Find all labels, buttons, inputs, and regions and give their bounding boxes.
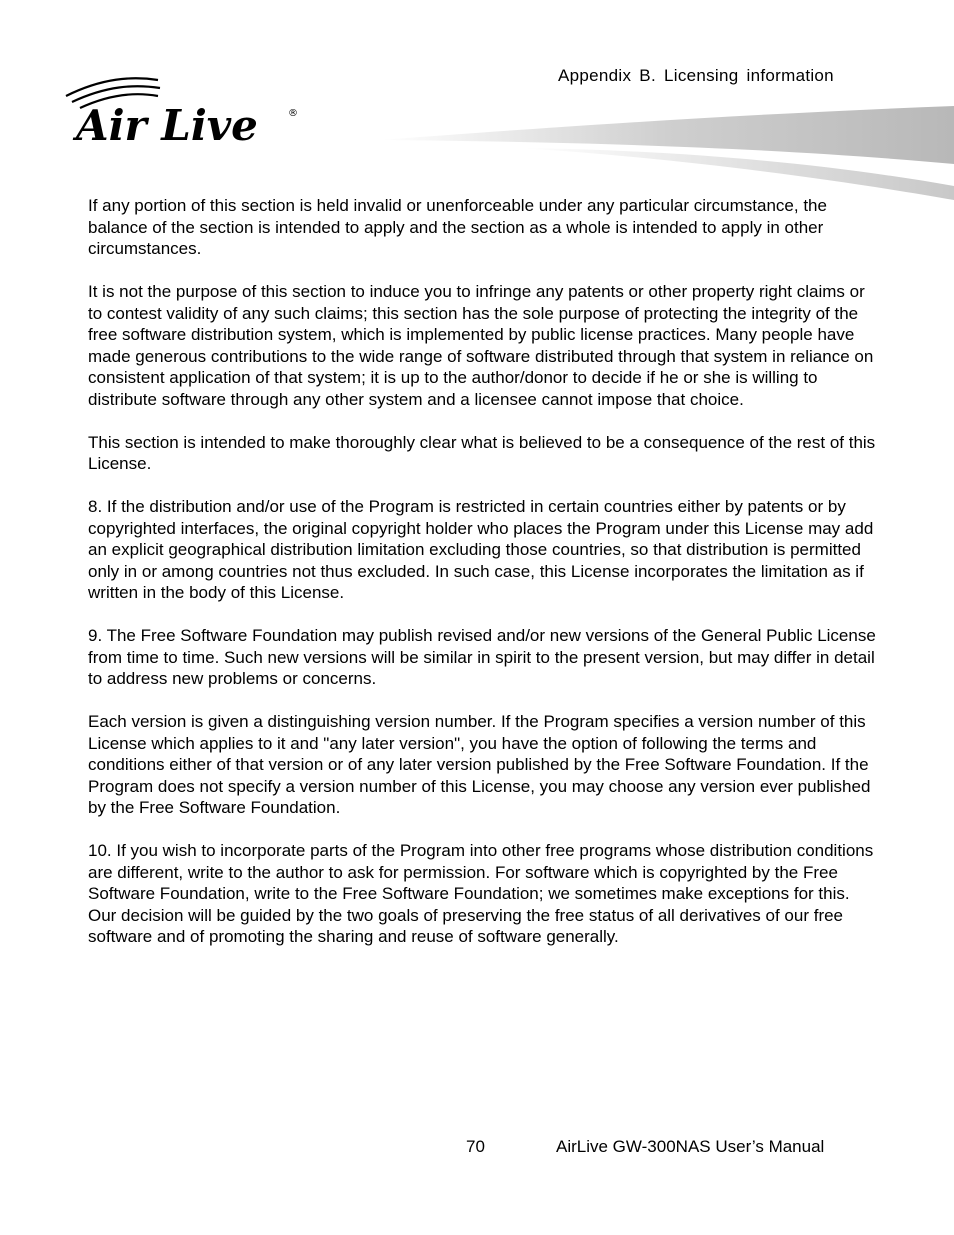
page-number: 70 [466, 1137, 485, 1156]
airlive-logo [62, 74, 312, 148]
paragraph: It is not the purpose of this section to induce you to infringe any patents or other property right claims or to contest validity of any such claims; this section has the sole purpose of protecting the integrity of the free software distribution system, which is implemented by public license practices. Many people have made generous contributions to the wide range of software distributed through that system in reliance on consistent application of that system; it is up to the author/donor to decide if he or she is willing to distribute software through any other system and a licensee cannot impose that choice. [88, 282, 874, 409]
paragraph: If any portion of this section is held invalid or unenforceable under any particular circumstance, the balance of the section is intended to apply and the section as a whole is intended to apply in other circumstances. [88, 196, 827, 258]
logo-wordmark: Air Live [76, 101, 258, 148]
logo-registered-mark: ® [288, 108, 298, 119]
paragraph: 8. If the distribution and/or use of the Program is restricted in certain countries either by patents or by copyrighted interfaces, the original copyright holder who places the Program under this License may add an explicit geographical distribution limitation excluding those countries, so that distribution is permitted only in or among countries not thus excluded. In such case, this License incorporates the limitation as if written in the body of this License. [88, 497, 874, 602]
header-swoosh-graphic [380, 100, 954, 210]
section-title: Appendix B. Licensing information [558, 66, 834, 85]
paragraph: 9. The Free Software Foundation may publish revised and/or new versions of the General Public License from time to time. Such new versions will be similar in spirit to the present version, but may differ in detail to address new problems or concerns. [88, 626, 876, 688]
paragraph: This section is intended to make thoroughly clear what is believed to be a consequence of the rest of this License. [88, 432, 876, 473]
manual-title: AirLive GW-300NAS User’s Manual [556, 1137, 825, 1156]
paragraph: Each version is given a distinguishing version number. If the Program specifies a version number of this License which applies to it and "any later version", you have the option of following the terms and conditions either of that version or of any later version published by the Free Software Foundation. If the Program does not specify a version number of this License, you may choose any version ever published by the Free Software Foundation. [88, 712, 871, 817]
license-body [88, 195, 878, 969]
paragraph: 10. If you wish to incorporate parts of the Program into other free programs whose distribution conditions are different, write to the author to ask for permission. For software which is copyrighted by the Free Software Foundation, write to the Free Software Foundation; we sometimes make exceptions for this. Our decision will be guided by the two goals of preserving the free status of all derivatives of our free software and of promoting the sharing and reuse of software generally. [88, 841, 874, 946]
